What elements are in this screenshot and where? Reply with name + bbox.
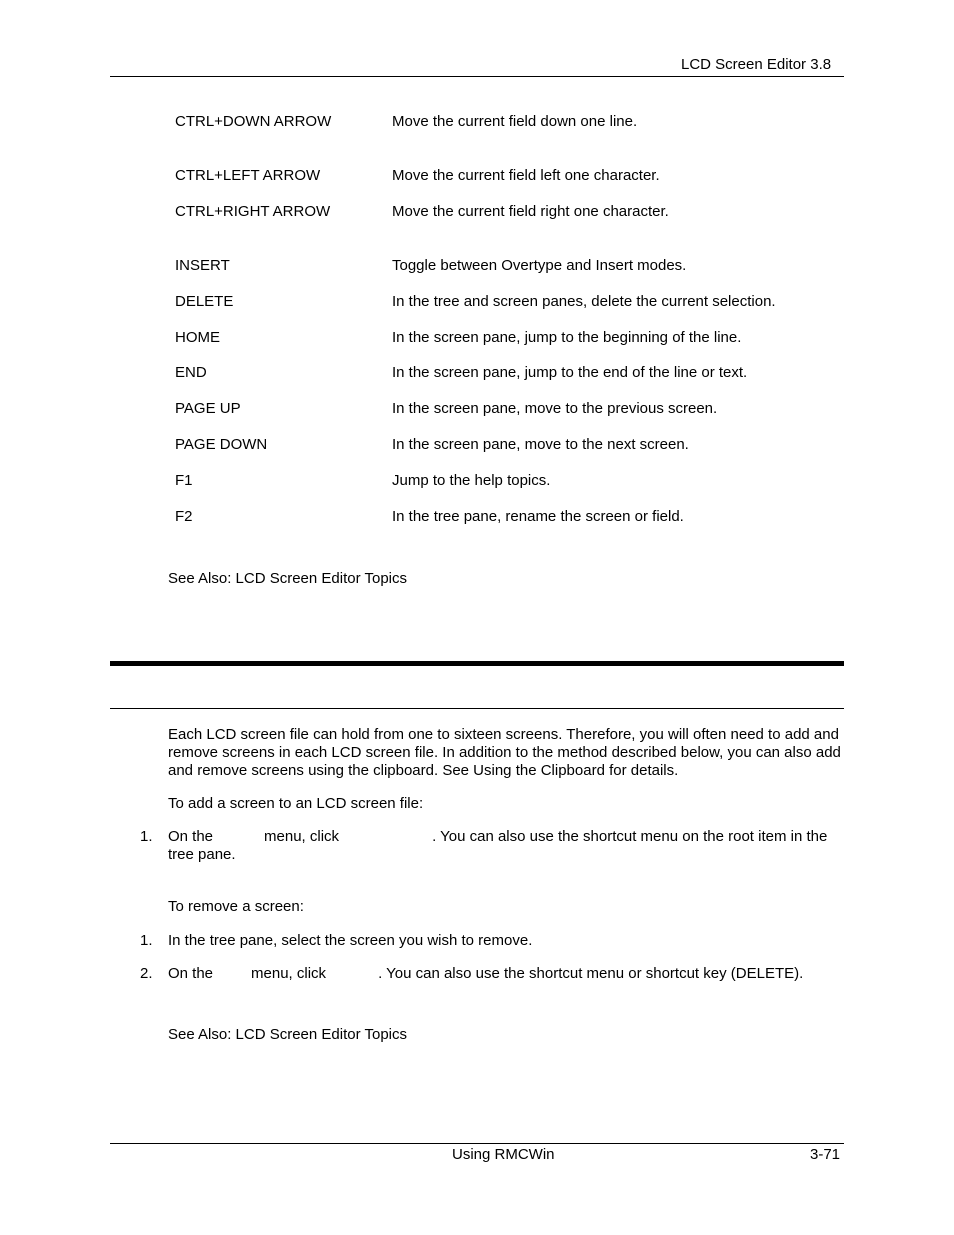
shortcut-desc: Move the current field left one character. [392, 167, 660, 184]
shortcut-key: DELETE [175, 293, 234, 310]
intro-paragraph: Each LCD screen file can hold from one to sixteen screens. Therefore, you will often need to add and remove screens in each LCD screen file. In addition to the method described below, you can also add and remove screens using the clipboard. See Using the Clipboard for details. [168, 726, 841, 779]
running-header: LCD Screen Editor 3.8 [681, 56, 832, 73]
shortcut-key: END [175, 364, 207, 381]
shortcut-key: CTRL+DOWN ARROW [175, 113, 332, 130]
shortcut-desc: Move the current field down one line. [392, 113, 638, 130]
header-rule [110, 76, 844, 77]
shortcut-key: INSERT [175, 257, 230, 274]
step-text-part: menu, click [251, 965, 327, 982]
step-text [168, 828, 844, 864]
section-divider [110, 661, 844, 666]
shortcut-desc: Move the current field right one character. [392, 203, 669, 220]
step-text [168, 965, 844, 983]
step-number: 1. [140, 828, 153, 845]
remove-screen-heading: To remove a screen: [168, 898, 304, 915]
shortcut-desc: In the screen pane, jump to the beginning of the line. [392, 329, 742, 346]
shortcut-key: HOME [175, 329, 220, 346]
see-also-link[interactable]: See Also: LCD Screen Editor Topics [168, 570, 408, 587]
shortcut-key: CTRL+RIGHT ARROW [175, 203, 331, 220]
step-text: In the tree pane, select the screen you wish to remove. [168, 932, 533, 949]
shortcut-desc: In the tree pane, rename the screen or field. [392, 508, 684, 525]
section-heading-rule [110, 708, 844, 709]
step-text-part: On the [168, 965, 214, 982]
step-text-part: . You can also use the shortcut menu or shortcut key (DELETE). [378, 965, 804, 982]
shortcut-key: PAGE DOWN [175, 436, 268, 453]
shortcut-desc: In the screen pane, jump to the end of the line or text. [392, 364, 748, 381]
shortcut-key: F1 [175, 472, 193, 489]
shortcut-key: PAGE UP [175, 400, 241, 417]
step-number: 2. [140, 965, 153, 982]
shortcut-desc: Jump to the help topics. [392, 472, 551, 489]
shortcut-desc: In the screen pane, move to the next screen. [392, 436, 689, 453]
see-also-link[interactable]: See Also: LCD Screen Editor Topics [168, 1026, 408, 1043]
shortcut-key: F2 [175, 508, 193, 525]
step-text-part: On the [168, 828, 214, 845]
step-number: 1. [140, 932, 153, 949]
shortcut-key: CTRL+LEFT ARROW [175, 167, 321, 184]
page-number: 3-71 [810, 1146, 841, 1163]
footer-title: Using RMCWin [452, 1146, 555, 1163]
shortcut-desc: In the tree and screen panes, delete the current selection. [392, 293, 776, 310]
shortcut-desc: In the screen pane, move to the previous screen. [392, 400, 718, 417]
shortcut-desc: Toggle between Overtype and Insert modes. [392, 257, 687, 274]
step-text-part: menu, click [264, 828, 340, 845]
footer-rule [110, 1143, 844, 1144]
add-screen-heading: To add a screen to an LCD screen file: [168, 795, 424, 812]
step-text-part: . You can also use the shortcut menu on the root item in the tree pane. [168, 828, 828, 863]
